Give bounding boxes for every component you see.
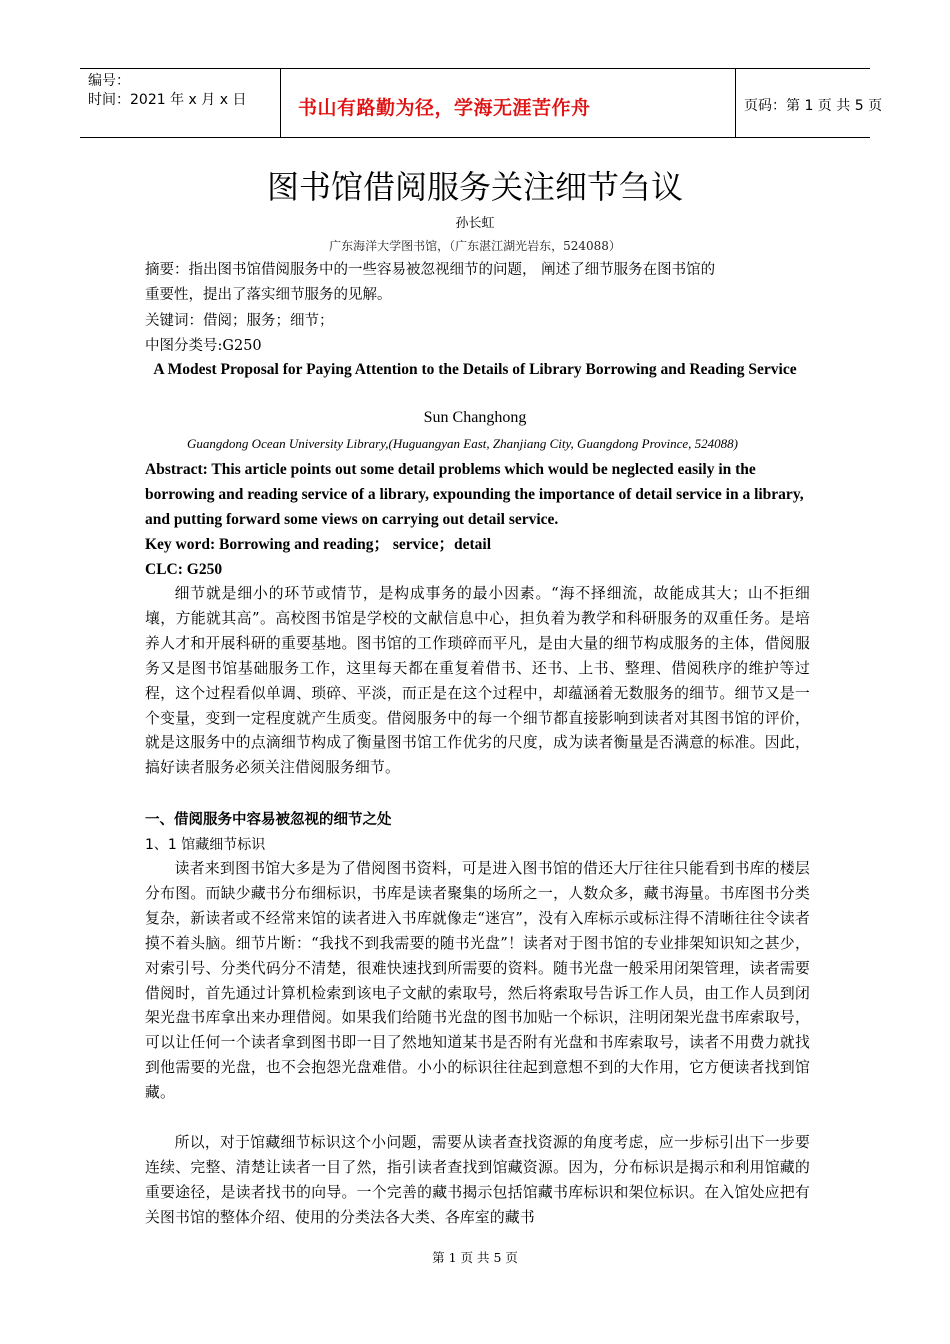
header-table bbox=[80, 68, 883, 138]
motto-text: 书山有路勤为径，学海无涯苦作舟 bbox=[298, 97, 591, 119]
header-motto-cell bbox=[280, 69, 736, 137]
article-author: 孙长虹 bbox=[455, 216, 495, 231]
keywords-cn: 关键词：借阅；服务；细节； bbox=[145, 313, 334, 329]
header-page-cell bbox=[735, 69, 883, 137]
clc-cn: 中图分类号:G250 bbox=[145, 338, 262, 354]
abstract-cn-line1: 摘要：指出图书馆借阅服务中的一些容易被忽视细节的问题， 阐述了细节服务在图书馆的 bbox=[145, 262, 716, 278]
abstract-cn-line2: 重要性，提出了落实细节服务的见解。 bbox=[145, 287, 392, 303]
document-number-label: 编号： bbox=[88, 73, 130, 89]
english-abstract: Abstract: This article points out some detail problems which would be neglected easily in the borrowing and reading service of a library, expounding the importance of detail service in a library, and putting forward some views on carrying out detail service. bbox=[145, 461, 804, 528]
english-title: A Modest Proposal for Paying Attention to the Details of Library Borrowing and Reading Service bbox=[153, 361, 797, 378]
english-author: Sun Changhong bbox=[423, 409, 527, 426]
body-paragraph-1: 细节就是细小的环节或情节，是构成事务的最小因素。“海不择细流，故能成其大；山不拒细壤，方能就其高”。高校图书馆是学校的文献信息中心，担负着为教学和科研服务的双重任务。是培养人才和开展科研的重要基地。图书馆的工作琐碎而平凡，是由大量的细节构成服务的主体，借阅服务又是图书馆基础服务工作，这里每天都在重复着借书、还书、上书、整理、借阅秩序的维护等过程，这个过程看似单调、琐碎、平淡，而正是在这个过程中，却蕴涵着无数服务的细节。细节又是一个变量，变到一定程度就产生质变。借阅服务中的每一个细节都直接影响到读者对其图书馆的评价，就是这服务中的点滴细节构成了衡量图书馆工作优劣的尺度，成为读者衡量是否满意的标准。因此，搞好读者服务必须关注借阅服务细节。 bbox=[145, 585, 810, 777]
section-heading-1: 一、借阅服务中容易被忽视的细节之处 bbox=[145, 812, 392, 828]
english-keywords: Key word: Borrowing and reading； service；detail bbox=[145, 536, 492, 553]
article-title: 图书馆借阅服务关注细节刍议 bbox=[266, 168, 683, 206]
body-paragraph-2: 读者来到图书馆大多是为了借阅图书资料，可是进入图书馆的借还大厅往往只能看到书库的楼层分布图。而缺少藏书分布细标识，书库是读者聚集的场所之一，人数众多，藏书海量。书库图书分类复杂，新读者或不经常来馆的读者进入书库就像走“迷宫”，没有入库标示或标注得不清晰往往令读者摸不着头脑。细节片断：“我找不到我需要的随书光盘”！读者对于图书馆的专业排架知识知之甚少，对索引号、分类代码分不清楚，很难快速找到所需要的资料。随书光盘一般采用闭架管理，读者需要借阅时，首先通过计算机检索到该电子文献的索取号，然后将索取号告诉工作人员，由工作人员到闭架光盘书库拿出来办理借阅。如果我们给随书光盘的图书加贴一个标识，注明闭架光盘书库索取号，可以让任何一个读者拿到图书即一目了然地知道某书是否附有光盘和书库索取号，读者不用费力就找到他需要的光盘，也不会抱怨光盘难借。小小的标识往往起到意想不到的大作用，它方便读者找到馆藏。 bbox=[145, 860, 810, 1102]
english-clc: CLC: G250 bbox=[145, 561, 223, 578]
author-affiliation: 广东海洋大学图书馆，（广东湛江湖光岩东，524088） bbox=[329, 239, 621, 253]
subsection-heading-1-1: 1、1 馆藏细节标识 bbox=[145, 837, 266, 853]
page-footer: 第 1 页 共 5 页 bbox=[432, 1250, 518, 1265]
header-meta-cell bbox=[80, 69, 281, 137]
body-paragraph-3: 所以，对于馆藏细节标识这个小问题，需要从读者查找资源的角度考虑，应一步标引出下一步要连续、完整、清楚让读者一目了然，指引读者查找到馆藏资源。因为，分布标识是揭示和利用馆藏的重要途径，是读者找书的向导。一个完善的藏书揭示包括馆藏书库标识和架位标识。在入馆处应把有关图书馆的整体介绍、使用的分类法各大类、各库室的藏书 bbox=[145, 1134, 810, 1226]
page-number-label: 页码：第 1 页 共 5 页 bbox=[744, 98, 883, 114]
english-affiliation: Guangdong Ocean University Library,(Huguangyan East, Zhanjiang City, Guangdong Province, 524088) bbox=[187, 436, 738, 451]
document-date-label: 时间：2021 年 x 月 x 日 bbox=[88, 92, 247, 108]
